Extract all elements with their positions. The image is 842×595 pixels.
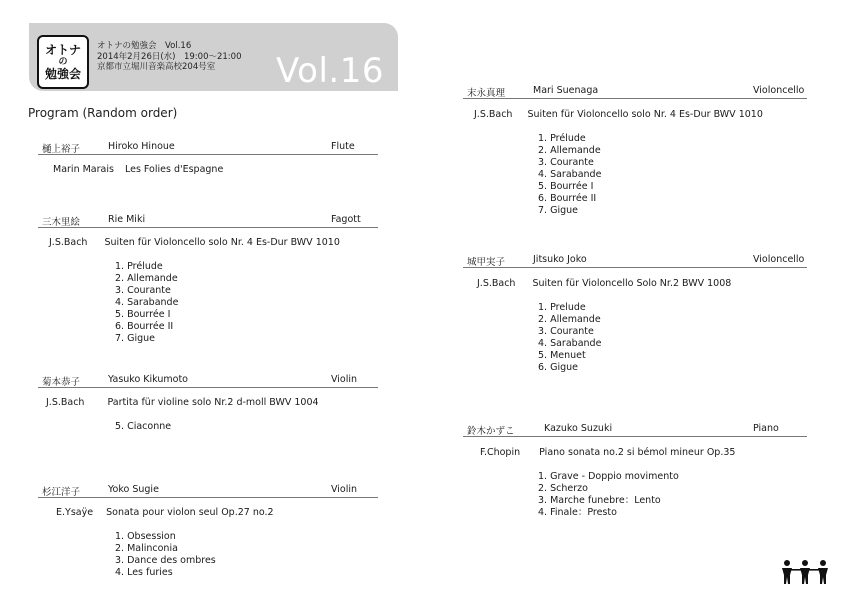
performer-name-ja: 末永真理 [467, 88, 506, 99]
movement-item: 1. Prélude [538, 133, 586, 144]
movement-item: 1. Grave - Doppio movimento [538, 471, 679, 482]
performer-block [463, 422, 807, 522]
performer-instrument: Flute [331, 141, 355, 152]
work-title: Suiten für Violoncello Solo Nr.2 BWV 1008 [532, 278, 732, 289]
performer-header [38, 373, 378, 388]
performer-block [38, 373, 378, 443]
performer-header [463, 422, 807, 437]
movement-item: 2. Allemande [538, 145, 601, 156]
work-title: Sonata pour violon seul Op.27 no.2 [106, 507, 274, 518]
performer-header [463, 253, 807, 268]
work-line [474, 109, 763, 120]
performer-name-en: Rie Miki [108, 214, 146, 225]
movement-item: 4. Finale：Presto [538, 507, 617, 518]
performer-name-en: Yoko Sugie [108, 484, 159, 495]
event-info [97, 41, 241, 73]
performer-instrument: Violoncello [753, 85, 805, 96]
composer: J.S.Bach [474, 109, 513, 120]
composer: E.Ysaÿe [56, 507, 94, 518]
movement-item: 5. Bourrée I [115, 309, 171, 320]
people-icon [780, 559, 830, 585]
header-banner [29, 23, 398, 91]
movement-item: 2. Allemande [538, 314, 601, 325]
performer-name-en: Kazuko Suzuki [544, 423, 613, 434]
movement-list [115, 531, 216, 579]
performer-instrument: Fagott [331, 214, 361, 225]
movement-item: 5. Menuet [538, 350, 586, 361]
movement-item: 1. Obsession [115, 531, 176, 542]
movement-list [538, 302, 601, 374]
movement-item: 5. Bourrée I [538, 181, 594, 192]
performer-name-en: Mari Suenaga [533, 85, 599, 96]
performer-name-ja: 鈴木かずこ [467, 426, 515, 437]
performer-name-ja: 杉江洋子 [42, 487, 81, 498]
movement-item: 2. Malinconia [115, 543, 178, 554]
movement-item: 6. Bourrée II [115, 321, 174, 332]
movement-item: 2. Allemande [115, 273, 178, 284]
movement-item: 4. Sarabande [538, 169, 602, 180]
performer-name-ja: 菊本恭子 [42, 377, 81, 388]
work-title: Suiten für Violoncello solo Nr. 4 Es-Dur BWV 1010 [104, 237, 340, 248]
movement-item: 3. Courante [115, 285, 171, 296]
work-title: Piano sonata no.2 si bémol mineur Op.35 [539, 447, 736, 458]
movement-item: 3. Dance des ombres [115, 555, 216, 566]
performer-header [463, 84, 807, 99]
movement-item: 6. Bourrée II [538, 193, 597, 204]
composer: F.Chopin [480, 447, 521, 458]
movement-item: 7. Gigue [538, 205, 578, 216]
work-line [53, 164, 223, 175]
logo-line-3: 勉強会 [44, 67, 81, 81]
movement-item: 7. Gigue [115, 333, 155, 344]
event-datetime: 2014年2月26日(水) 19:00～21:00 [97, 51, 242, 62]
movement-item: 1. Prelude [538, 302, 586, 313]
movement-list [115, 421, 171, 433]
work-title: Les Folies d'Espagne [124, 164, 224, 175]
performer-instrument: Piano [753, 423, 779, 434]
movement-item: 4. Les furies [115, 567, 173, 578]
performer-name-ja: 城甲実子 [467, 257, 506, 268]
performer-instrument: Violin [331, 374, 358, 385]
logo-line-1: オトナ [44, 43, 81, 57]
movement-item: 3. Courante [538, 157, 594, 168]
volume-label: Vol.16 [276, 51, 384, 91]
performer-name-en: Jitsuko Joko [533, 254, 587, 265]
work-title: Suiten für Violoncello solo Nr. 4 Es-Dur BWV 1010 [527, 109, 763, 120]
movement-item: 4. Sarabande [115, 297, 179, 308]
movement-list [115, 261, 178, 345]
work-title: Partita für violine solo Nr.2 d-moll BWV 1004 [107, 397, 319, 408]
logo-line-2: の [58, 57, 68, 67]
movement-item: 5. Ciaconne [115, 421, 172, 432]
performer-block [463, 253, 807, 383]
performer-name-ja: 樋上裕子 [42, 144, 81, 155]
performer-header [38, 140, 378, 155]
movement-list [538, 133, 601, 217]
performer-name-en: Yasuko Kikumoto [108, 374, 188, 385]
performer-name-ja: 三木里絵 [42, 217, 81, 228]
program-title: Program (Random order) [28, 106, 178, 120]
movement-item: 4. Sarabande [538, 338, 602, 349]
performer-name-en: Hiroko Hinoue [108, 141, 175, 152]
work-line [477, 278, 731, 289]
movement-item: 6. Gigue [538, 362, 578, 373]
composer: Marin Marais [53, 164, 114, 175]
performer-instrument: Violoncello [753, 254, 805, 265]
performer-header [38, 213, 378, 228]
composer: J.S.Bach [46, 397, 85, 408]
work-line [49, 237, 340, 248]
event-venue: 京都市立堀川音楽高校204号室 [97, 62, 216, 72]
performer-block [38, 213, 378, 363]
work-line [480, 447, 735, 458]
performer-instrument: Violin [331, 484, 358, 495]
movement-list [538, 471, 679, 519]
work-line [46, 397, 319, 408]
performer-block [38, 483, 378, 583]
composer: J.S.Bach [49, 237, 88, 248]
performer-block [38, 140, 378, 190]
performer-block [463, 84, 807, 224]
composer: J.S.Bach [477, 278, 516, 289]
movement-item: 3. Marche funebre：Lento [538, 495, 661, 506]
event-title: オトナの勉強会 Vol.16 [97, 41, 192, 51]
performer-header [38, 483, 378, 498]
work-line [56, 507, 274, 518]
movement-item: 3. Courante [538, 326, 594, 337]
movement-item: 2. Scherzo [538, 483, 588, 494]
event-logo [37, 35, 89, 89]
movement-item: 1. Prélude [115, 261, 163, 272]
